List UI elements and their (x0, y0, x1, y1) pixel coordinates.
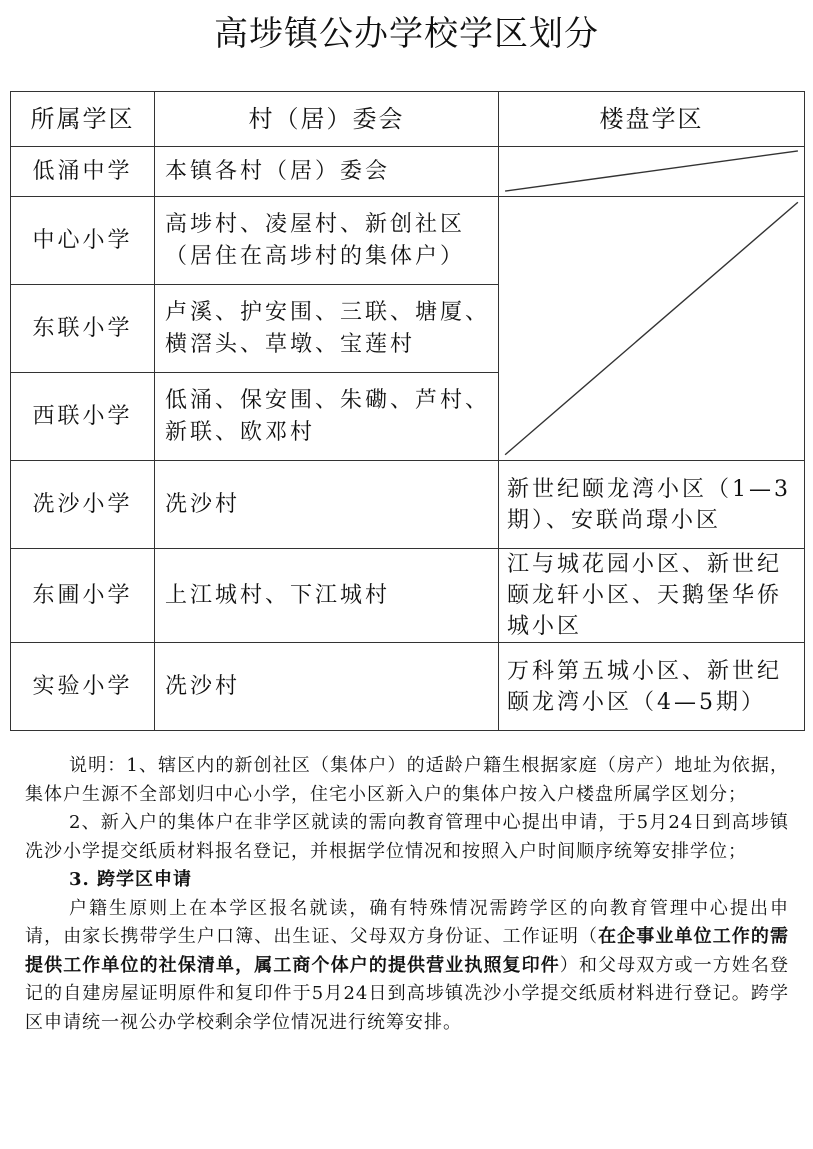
diagonal-line (499, 197, 804, 460)
estates-cell: 新世纪颐龙湾小区（1—3期）、安联尚璟小区 (499, 461, 805, 549)
estates-cell: 江与城花园小区、新世纪颐龙轩小区、天鹅堡华侨城小区 (499, 549, 805, 643)
school-cell: 西联小学 (11, 373, 155, 461)
villages-cell: 上江城村、下江城村 (155, 549, 499, 643)
school-cell: 冼沙小学 (11, 461, 155, 549)
school-cell: 东圃小学 (11, 549, 155, 643)
note-3-heading: 3. 跨学区申请 (69, 869, 193, 890)
school-cell: 东联小学 (11, 285, 155, 373)
note-3-body (25, 895, 789, 1038)
villages-cell: 低涌、保安围、朱磡、芦村、新联、欧邓村 (155, 373, 499, 461)
table-row (11, 549, 805, 643)
empty-diagonal-cell (499, 147, 805, 197)
table-row (11, 643, 805, 731)
villages-cell: 冼沙村 (155, 643, 499, 731)
header-school-zone: 所属学区 (11, 92, 155, 147)
diagonal-line (499, 147, 804, 196)
school-cell: 低涌中学 (11, 147, 155, 197)
table-row (11, 147, 805, 197)
page-title: 高埗镇公办学校学区划分 (214, 14, 599, 54)
school-cell: 中心小学 (11, 197, 155, 285)
notes-section (25, 752, 789, 1037)
header-estate-zone: 楼盘学区 (499, 92, 805, 147)
note-3-text-b: ）和父母双方或一方姓名登记的自建房屋证明原件和复印件于5月24日到高埗镇冼沙小学提交纸质材料进行登记。跨学区申请统一视公办学校剩余学位情况进行统筹安排。 (25, 954, 790, 1033)
empty-diagonal-cell (499, 197, 805, 461)
note-3-text-a: 户籍生原则上在本学区报名就读，确有特殊情况需跨学区的向教育管理中心提出申请，由家长携带学生户口簿、出生证、父母双方身份证、工作证明（ (25, 897, 789, 947)
villages-cell: 高埗村、凌屋村、新创社区（居住在高埗村的集体户） (155, 197, 499, 285)
estates-cell: 万科第五城小区、新世纪颐龙湾小区（4—5期） (499, 643, 805, 731)
villages-cell: 本镇各村（居）委会 (155, 147, 499, 197)
table-row (11, 197, 805, 285)
villages-cell: 卢溪、护安围、三联、塘厦、横滘头、草墩、宝莲村 (155, 285, 499, 373)
villages-cell: 冼沙村 (155, 461, 499, 549)
table-row (11, 461, 805, 549)
note-3-bold-text: 在企事业单位工作的需提供工作单位的社保清单，属工商个体户的提供营业执照复印件 (25, 926, 790, 976)
note-1: 说明：1、辖区内的新创社区（集体户）的适龄户籍生根据家庭（房产）地址为依据，集体户生源不全部划归中心小学，住宅小区新入户的集体户按入户楼盘所属学区划分； (25, 755, 789, 805)
school-cell: 实验小学 (11, 643, 155, 731)
note-2: 2、新入户的集体户在非学区就读的需向教育管理中心提出申请，于5月24日到高埗镇冼沙小学提交纸质材料报名登记，并根据学位情况和按照入户时间顺序统筹安排学位； (25, 812, 789, 862)
table-header-row (11, 92, 805, 147)
school-zone-table (10, 91, 805, 731)
header-village-committee: 村（居）委会 (155, 92, 499, 147)
